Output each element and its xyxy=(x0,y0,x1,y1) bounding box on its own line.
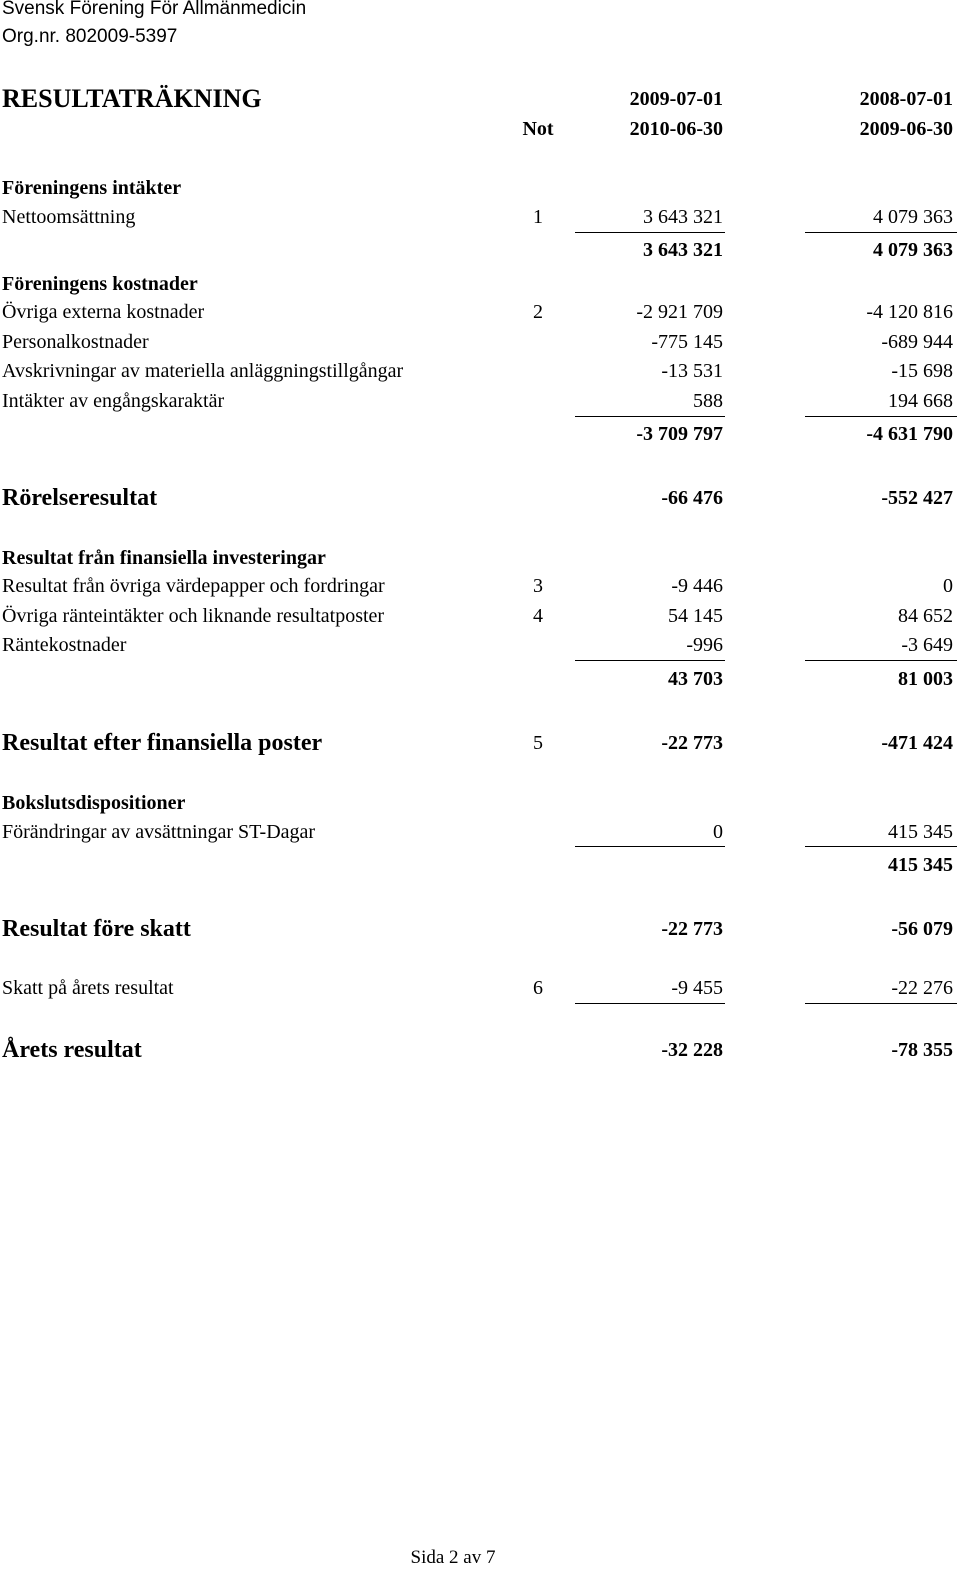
row-label: Intäkter av engångskaraktär xyxy=(2,390,225,412)
section-heading: Föreningens kostnader xyxy=(2,273,198,295)
statement-header-row-1 xyxy=(0,84,960,114)
row-label: Räntekostnader xyxy=(2,634,127,656)
result-label: Rörelseresultat xyxy=(2,485,158,511)
subtotal-current: 43 703 xyxy=(668,668,723,690)
row-label: Förändringar av avsättningar ST-Dagar xyxy=(2,821,316,843)
row-previous-value: -3 649 xyxy=(901,634,953,656)
table-row xyxy=(0,817,960,847)
result-row xyxy=(0,914,960,944)
current-period-start: 2009-07-01 xyxy=(629,88,723,110)
result-label: Resultat före skatt xyxy=(2,916,191,942)
statement-title: RESULTATRÄKNING xyxy=(2,84,262,113)
result-row xyxy=(0,728,960,758)
subtotal-previous: 81 003 xyxy=(898,668,953,690)
current-period-end: 2010-06-30 xyxy=(629,118,723,140)
sum-rule xyxy=(575,416,725,417)
table-row xyxy=(0,327,960,357)
subtotal-previous: 415 345 xyxy=(888,854,953,876)
sum-rule xyxy=(805,232,957,233)
subtotal-current: -3 709 797 xyxy=(636,423,723,445)
table-row xyxy=(0,973,960,1003)
row-current-value: 3 643 321 xyxy=(643,206,723,228)
row-previous-value: -15 698 xyxy=(891,360,953,382)
result-current: -66 476 xyxy=(661,487,723,509)
section-heading-row xyxy=(0,788,960,818)
row-label: Nettoomsättning xyxy=(2,206,136,228)
row-label: Övriga externa kostnader xyxy=(2,301,205,323)
row-previous-value: 0 xyxy=(943,575,953,597)
result-current: -22 773 xyxy=(661,732,723,754)
row-previous-value: 415 345 xyxy=(888,821,953,843)
row-current-value: -996 xyxy=(686,634,723,656)
row-note: 2 xyxy=(533,301,543,323)
row-label: Avskrivningar av materiella anläggningstillgångar xyxy=(2,360,404,382)
table-row xyxy=(0,297,960,327)
section-heading: Resultat från finansiella investeringar xyxy=(2,547,326,569)
organization-name: Svensk Förening För Allmänmedicin xyxy=(2,0,307,19)
section-heading-row xyxy=(0,269,960,299)
sum-rule xyxy=(575,1003,725,1004)
table-row xyxy=(0,630,960,660)
table-row xyxy=(0,356,960,386)
previous-period-start: 2008-07-01 xyxy=(859,88,953,110)
section-heading-row xyxy=(0,173,960,203)
row-current-value: -9 446 xyxy=(671,575,723,597)
row-current-value: -9 455 xyxy=(671,977,723,999)
row-note: 1 xyxy=(533,206,543,228)
row-label: Resultat från övriga värdepapper och fordringar xyxy=(2,575,385,597)
subtotal-row xyxy=(0,419,960,449)
table-row xyxy=(0,601,960,631)
result-current: -22 773 xyxy=(661,918,723,940)
row-current-value: -13 531 xyxy=(661,360,723,382)
table-row xyxy=(0,571,960,601)
section-heading: Bokslutsdispositioner xyxy=(2,792,186,814)
sum-rule xyxy=(805,660,957,661)
previous-period-end: 2009-06-30 xyxy=(859,118,953,140)
result-label: Årets resultat xyxy=(2,1037,142,1063)
sum-rule xyxy=(575,660,725,661)
result-previous: -78 355 xyxy=(891,1039,953,1061)
sum-rule xyxy=(575,846,725,847)
row-current-value: 0 xyxy=(713,821,723,843)
sum-rule xyxy=(805,1003,957,1004)
row-previous-value: -689 944 xyxy=(881,331,953,353)
row-current-value: -775 145 xyxy=(651,331,723,353)
row-note: 5 xyxy=(533,732,543,754)
subtotal-row xyxy=(0,664,960,694)
statement-header-row-2 xyxy=(0,114,960,144)
row-current-value: 588 xyxy=(693,390,723,412)
section-heading-row xyxy=(0,543,960,573)
row-previous-value: -22 276 xyxy=(891,977,953,999)
row-label: Skatt på årets resultat xyxy=(2,977,174,999)
row-label: Övriga ränteintäkter och liknande resultatposter xyxy=(2,605,385,627)
subtotal-row xyxy=(0,850,960,880)
result-previous: -552 427 xyxy=(881,487,953,509)
table-row xyxy=(0,202,960,232)
row-note: 6 xyxy=(533,977,543,999)
row-note: 3 xyxy=(533,575,543,597)
subtotal-row xyxy=(0,235,960,265)
row-note: 4 xyxy=(533,605,543,627)
subtotal-previous: -4 631 790 xyxy=(866,423,953,445)
organization-number: Org.nr. 802009-5397 xyxy=(2,26,178,47)
result-row xyxy=(0,483,960,513)
row-previous-value: 84 652 xyxy=(898,605,953,627)
result-previous: -471 424 xyxy=(881,732,953,754)
result-current: -32 228 xyxy=(661,1039,723,1061)
table-row xyxy=(0,386,960,416)
subtotal-current: 3 643 321 xyxy=(643,239,723,261)
row-previous-value: -4 120 816 xyxy=(866,301,953,323)
result-previous: -56 079 xyxy=(891,918,953,940)
page-number: Sida 2 av 7 xyxy=(410,1547,496,1568)
row-previous-value: 194 668 xyxy=(888,390,953,412)
row-current-value: 54 145 xyxy=(668,605,723,627)
sum-rule xyxy=(805,846,957,847)
result-label: Resultat efter finansiella poster xyxy=(2,730,323,756)
row-label: Personalkostnader xyxy=(2,331,149,353)
note-column-header: Not xyxy=(522,118,554,140)
row-current-value: -2 921 709 xyxy=(636,301,723,323)
row-previous-value: 4 079 363 xyxy=(873,206,953,228)
subtotal-previous: 4 079 363 xyxy=(873,239,953,261)
section-heading: Föreningens intäkter xyxy=(2,177,182,199)
sum-rule xyxy=(805,416,957,417)
result-row xyxy=(0,1035,960,1065)
sum-rule xyxy=(575,232,725,233)
